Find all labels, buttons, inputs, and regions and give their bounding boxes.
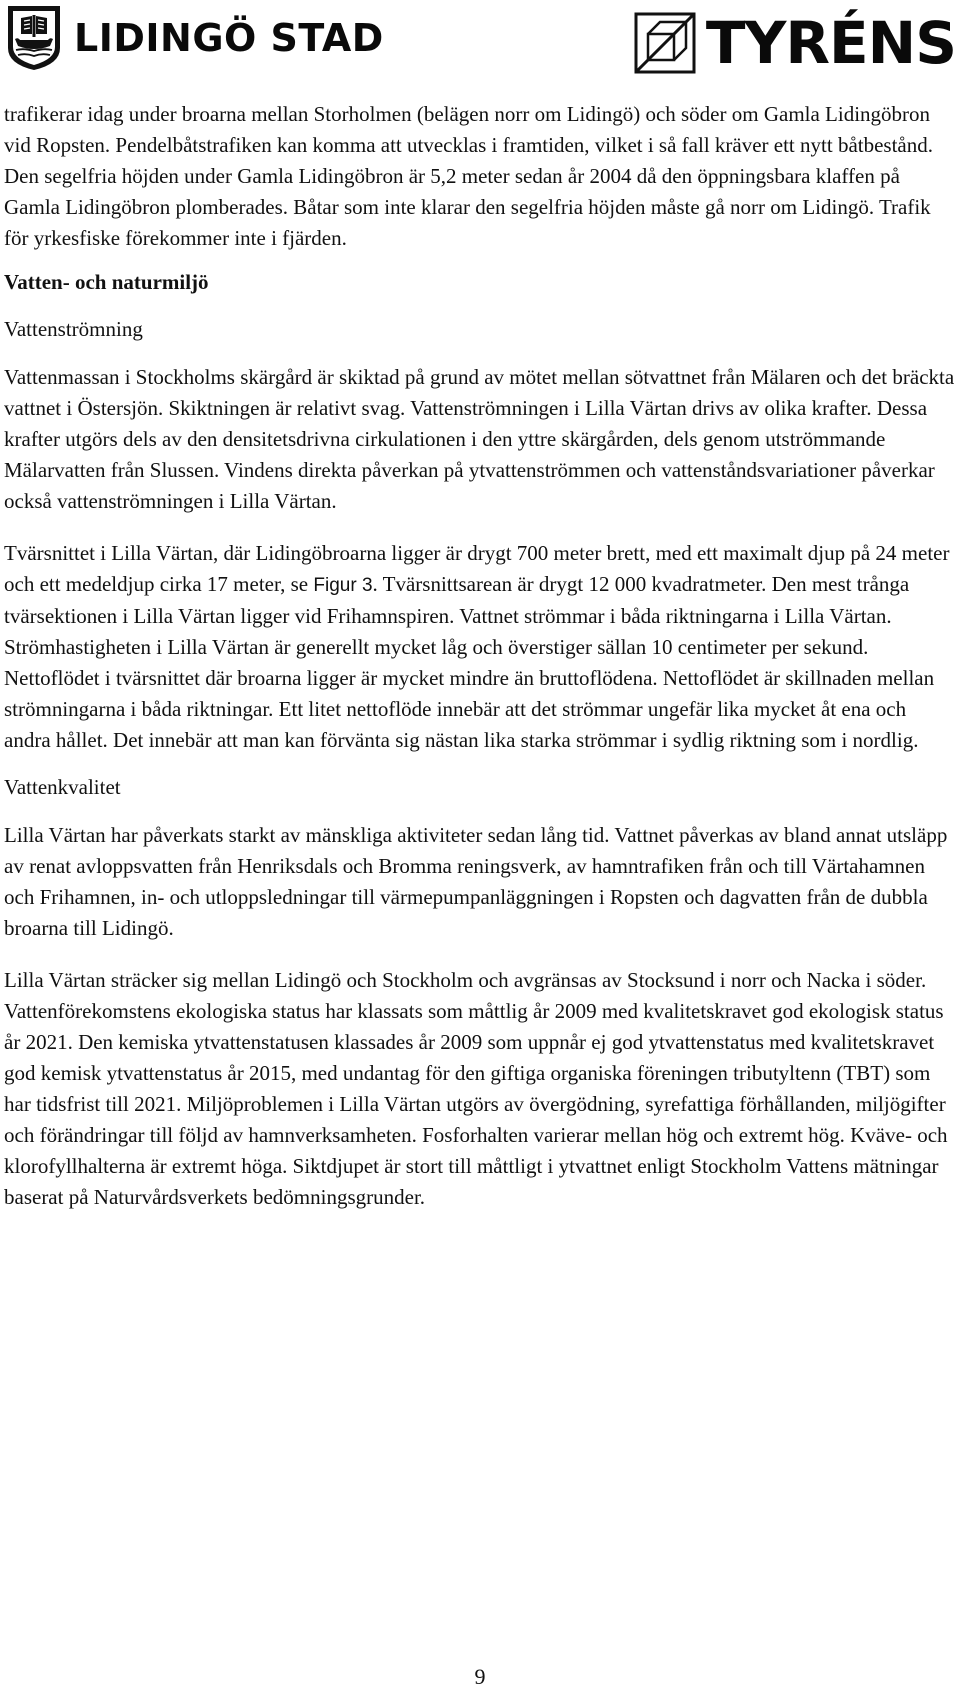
cross-section-text-end: . Tvärsnittsarean är drygt 12 000 kvadratmeter. Den mest trånga tvärsektionen i Lilla Värtan ligger vid Frihamnspiren. Vattnet strömmar i båda riktningarna i Lilla Värtan. Strömhastigheten i Lilla Värtan är generellt mycket låg och överstiger sällan 10 centimeter per sekund. Nettoflödet i tvärsnittet där broarna ligger är mycket mindre än bruttoflödena. Nettoflödet är skillnaden mellan strömningarna i båda riktningar. Ett litet nettoflöde innebär att det strömmar ungefär lika mycket åt ena och andra hållet. Det innebär att man kan förvänta sig nästan lika starka strömmar i sydlig riktning som i nordlig.: [4, 572, 935, 752]
paragraph-status: Lilla Värtan sträcker sig mellan Lidingö och Stockholm och avgränsas av Stocksund i norr och Nacka i söder. Vattenförekomstens ekologiska status har klassats som måttlig år 2009 med kvalitetskravet god ekologisk status år 2021. Den kemiska ytvattenstatusen klassades år 2009 som uppnår ej god ytvattenstatus med kvalitetskravet god kemisk ytvattenstatus år 2015, med undantag för den giftiga organiska föreningen tributyltenn (TBT) som har tidsfrist till 2021. Miljöproblemen i Lilla Värtan utgörs av övergödning, syrefattiga förhållanden, miljögifter och förändringar till följd av hamnverksamheten. Fosforhalten varierar mellan hög och extremt hög. Kväve- och klorofyllhalterna är extremt höga. Siktdjupet är stort till måttligt i ytvattnet enligt Stockholm Vattens mätningar baserat på Naturvårdsverkets bedömningsgrunder.: [4, 968, 948, 1209]
page-header: [0, 0, 960, 84]
paragraph-human-impact: Lilla Värtan har påverkats starkt av mänskliga aktiviteter sedan lång tid. Vattnet påverkas av bland annat utsläpp av renat avloppsvatten från Henriksdals och Bromma reningsverk, av hamntrafiken från och till Värtahamnen och Frihamnen, in- och utloppsledningar till värmepumpanläggningen i Ropsten och dagvatten från de dubbla broarna till Lidingö.: [4, 823, 948, 940]
tyrens-logo: [634, 9, 956, 77]
figure-reference-link[interactable]: Figur 3: [313, 575, 373, 596]
paragraph-stratification: Vattenmassan i Stockholms skärgård är skiktad på grund av mötet mellan sötvattnet från Mälaren och det bräckta vattnet i Östersjön. Skiktningen är relativt svag. Vattenströmningen i Lilla Värtan drivs av olika krafter. Dessa krafter utgörs dels av den densitetsdrivna cirkulationen i den yttre skärgården, dels genom utströmmande Mälarvatten från Slussen. Vindens direkta påverkan på ytvattenströmmen och vattenståndsvariationer påverkar också vattenströmningen i Lilla Värtan.: [4, 365, 955, 513]
document-body: [4, 99, 956, 1213]
section-heading: Vatten- och naturmiljö: [4, 270, 209, 294]
subheading-vattenkvalitet: Vattenkvalitet: [4, 775, 121, 799]
page-number: 9: [474, 1664, 486, 1689]
lidingo-stad-logo: [6, 4, 384, 72]
intro-paragraph: trafikerar idag under broarna mellan Storholmen (belägen norr om Lidingö) och söder om Gamla Lidingöbron vid Ropsten. Pendelbåtstrafiken kan komma att utvecklas i framtiden, vilket i så fall kräver ett nytt båtbestånd. Den segelfria höjden under Gamla Lidingöbron är 5,2 meter sedan år 2004 då den öppningsbara klaffen på Gamla Lidingöbron plomberades. Båtar som inte klarar den segelfria höjden måste gå norr om Lidingö. Trafik för yrkesfiske förekommer inte i fjärden.: [4, 102, 933, 250]
subheading-vattenstromning: Vattenströmning: [4, 317, 143, 341]
cross-section-text-start: Tvärsnittet i Lilla Värtan, där Lidingöbroarna ligger är drygt 700 meter brett, med ett maximalt djup på 24 meter och ett medeldjup cirka 17 meter, se: [4, 541, 950, 596]
tyrens-cube-icon: [634, 12, 696, 74]
lidingo-stad-wordmark: LIDINGÖ STAD: [74, 16, 384, 60]
paragraph-cross-section: [4, 538, 956, 756]
viking-ship-crest-icon: [6, 4, 62, 72]
tyrens-wordmark: TYRÉNS: [705, 9, 956, 77]
